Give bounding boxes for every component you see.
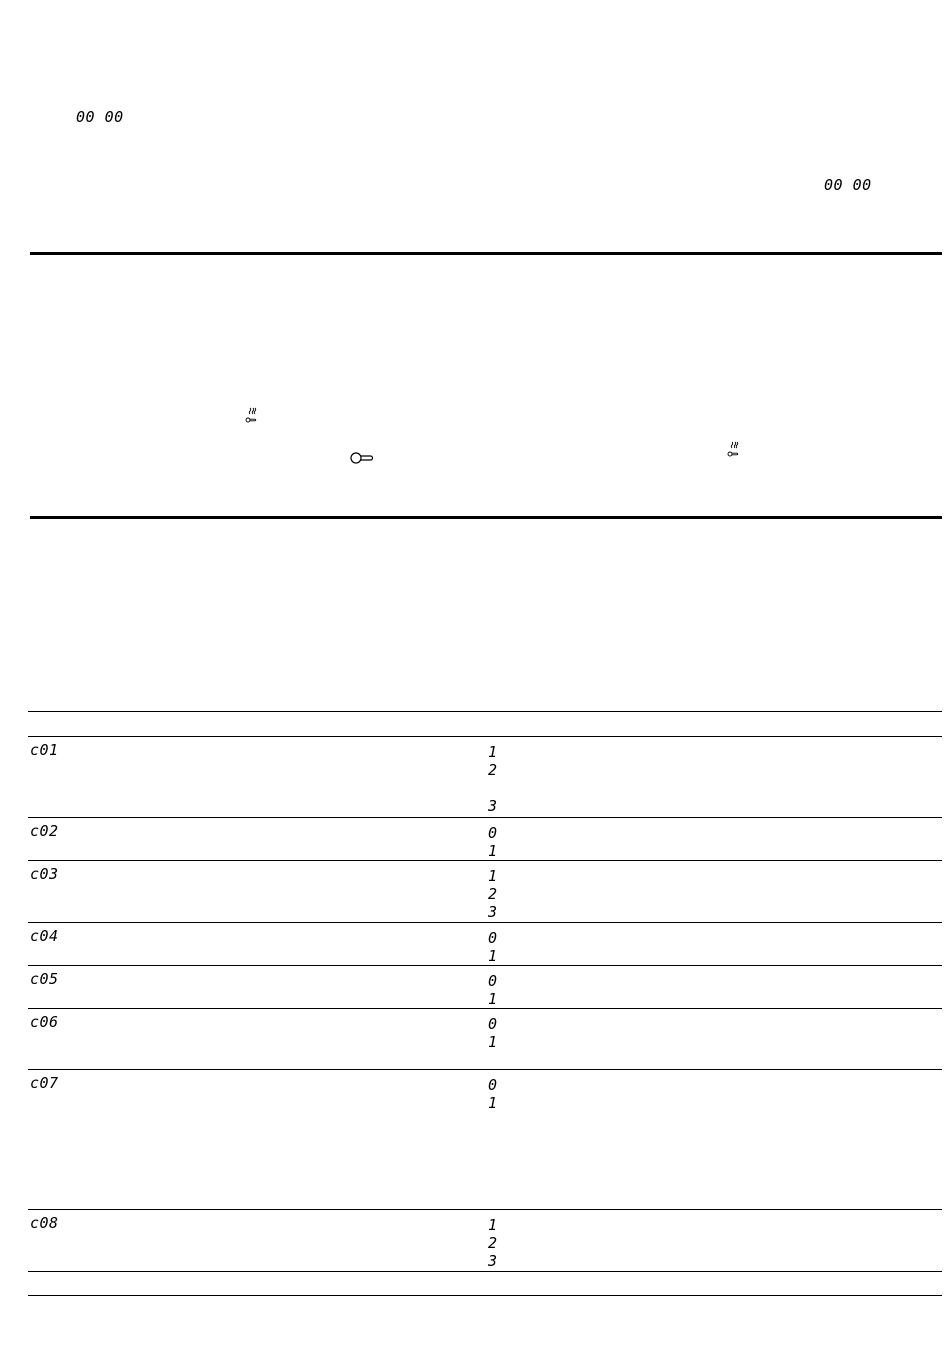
table-header: [28, 711, 942, 737]
table-row: [28, 1210, 942, 1272]
setting-value: 0: [488, 1076, 498, 1094]
setting-value: 2: [488, 885, 498, 903]
setting-value: 3: [488, 1252, 498, 1270]
settings-table: [28, 711, 942, 1296]
setting-values: [488, 824, 497, 860]
setting-values: [488, 929, 497, 965]
setting-code: c06: [30, 1013, 59, 1031]
setting-code: c04: [30, 927, 59, 945]
setting-values: [488, 1015, 497, 1051]
table-row: [28, 818, 942, 861]
meat-probe-icon: [350, 451, 374, 465]
setting-values: [488, 972, 497, 1008]
setting-value: 1: [488, 867, 498, 885]
steam-probe-icon: [245, 407, 257, 425]
setting-values: [488, 1076, 497, 1112]
setting-values: [488, 743, 497, 815]
setting-value: 1: [488, 842, 498, 860]
setting-values: [488, 1216, 497, 1270]
setting-value: 1: [488, 743, 498, 761]
table-footer: [28, 1272, 942, 1296]
setting-code: c07: [30, 1074, 59, 1092]
setting-values: [488, 867, 497, 921]
setting-value: 1: [488, 1033, 498, 1051]
setting-value: 2: [488, 1234, 498, 1252]
setting-code: c03: [30, 865, 59, 883]
setting-value: 0: [488, 972, 498, 990]
section-divider-1: [30, 252, 942, 255]
steam-probe-icon: [727, 441, 739, 459]
setting-value: 1: [488, 1094, 498, 1112]
setting-code: c05: [30, 970, 59, 988]
setting-value: 3: [488, 903, 498, 921]
setting-value: 1: [488, 1216, 498, 1234]
setting-value: 0: [488, 929, 498, 947]
setting-value: 0: [488, 1015, 498, 1033]
time-display-right: 00 00: [824, 176, 872, 194]
setting-value: 2: [488, 761, 498, 779]
time-display-left: 00 00: [76, 108, 124, 126]
section-divider-2: [30, 516, 942, 519]
table-row: [28, 737, 942, 818]
setting-value: 3: [488, 797, 498, 815]
setting-code: c08: [30, 1214, 59, 1232]
setting-code: c02: [30, 822, 59, 840]
table-row: [28, 1009, 942, 1070]
setting-value: 0: [488, 824, 498, 842]
table-row: [28, 966, 942, 1009]
table-row: [28, 923, 942, 966]
setting-value: 1: [488, 990, 498, 1008]
table-row: [28, 861, 942, 923]
setting-value: 1: [488, 947, 498, 965]
setting-code: c01: [30, 741, 59, 759]
table-row: [28, 1070, 942, 1210]
